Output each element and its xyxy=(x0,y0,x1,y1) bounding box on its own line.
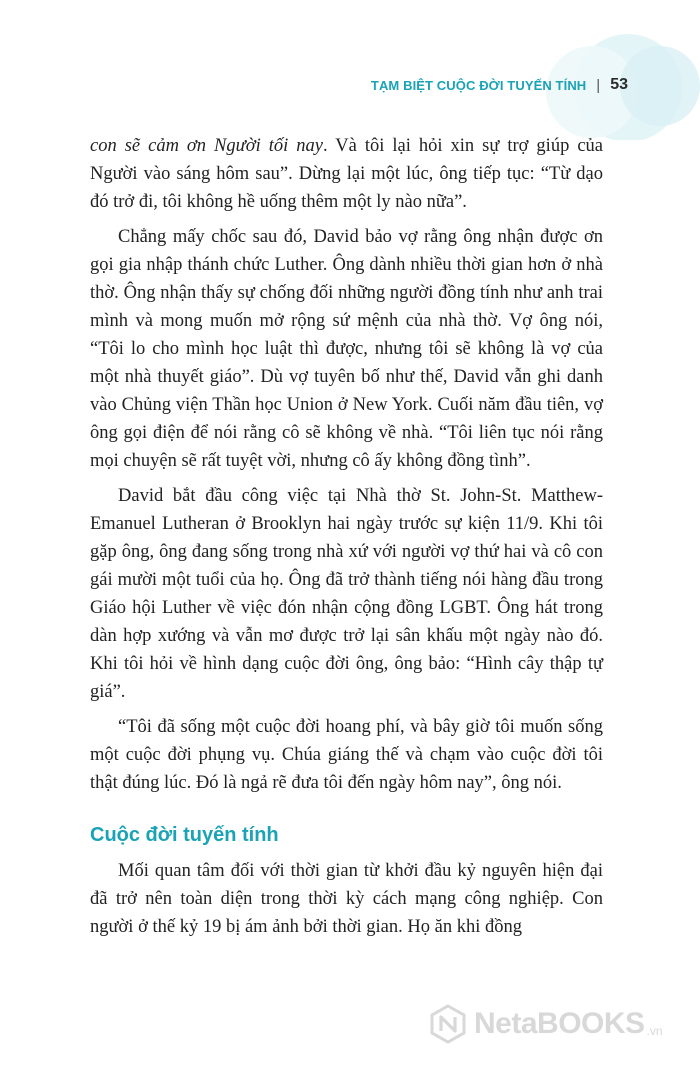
watermark-suffix: .vn xyxy=(646,1024,663,1038)
paragraph-5: Mối quan tâm đối với thời gian từ khởi đầu kỷ nguyên hiện đại đã trở nên toàn diện trong thời kỳ cách mạng công nghiệp. Con người ở thế kỷ 19 bị ám ảnh bởi thời gian. Họ ăn khi đồng xyxy=(90,861,603,937)
header-decoration xyxy=(0,0,700,140)
paragraph-2: Chẳng mấy chốc sau đó, David bảo vợ rằng ông nhận được ơn gọi gia nhập thánh chức Luther. Ông dành nhiều thời gian hơn ở nhà thờ. Ông nhận thấy sự chống đối những người đồng tính như anh trai mình và mong muốn mở rộng sứ mệnh của nhà thờ. Vợ ông nói, “Tôi lo cho mình học luật thì được, nhưng tôi sẽ không là vợ của một nhà thuyết giáo”. Dù vợ tuyên bố như thế, David vẫn ghi danh vào Chủng viện Thần học Union ở New York. Cuối năm đầu tiên, vợ ông gọi điện để nói rằng cô sẽ không về nhà. “Tôi liên tục nói rằng mọi chuyện sẽ rất tuyệt vời, nhưng cô ấy không đồng tình”. xyxy=(90,227,603,471)
paragraph-1-italic: con sẽ cảm ơn Người tối nay xyxy=(90,136,323,156)
running-header-title: TẠM BIỆT CUỘC ĐỜI TUYẾN TÍNH xyxy=(370,77,587,93)
header-separator: | xyxy=(596,76,601,94)
running-header xyxy=(371,76,628,94)
netabooks-logo-icon xyxy=(428,1004,468,1044)
paragraph-1 xyxy=(90,132,603,216)
page-number: 53 xyxy=(610,76,628,93)
watermark-text: NetaBOOKS xyxy=(474,1007,645,1040)
paragraph-1-text: . Và tôi lại hỏi xin sự trợ giúp của Người vào sáng hôm sau”. Dừng lại một lúc, ông tiếp tục: “Từ dạo đó trở đi, tôi không hề uống thêm một ly nào nữa”. xyxy=(90,136,603,212)
section-heading: Cuộc đời tuyến tính xyxy=(90,824,279,846)
paragraph-4: “Tôi đã sống một cuộc đời hoang phí, và bây giờ tôi muốn sống một cuộc đời phụng vụ. Chúa giáng thế và chạm vào cuộc đời tôi thật đúng lúc. Đó là ngả rẽ đưa tôi đến ngày hôm nay”, ông nói. xyxy=(90,717,603,793)
page-body xyxy=(90,132,603,941)
paragraph-3: David bắt đầu công việc tại Nhà thờ St. John-St. Matthew-Emanuel Lutheran ở Brooklyn hai ngày trước sự kiện 11/9. Khi tôi gặp ông, ông đang sống trong nhà xứ với người vợ thứ hai và cô con gái mười một tuổi của họ. Ông đã trở thành tiếng nói hàng đầu trong Giáo hội Luther về việc đón nhận cộng đồng LGBT. Ông hát trong dàn hợp xướng và vẫn mơ được trở lại sân khấu một ngày nào đó. Khi tôi hỏi về hình dạng cuộc đời ông, ông bảo: “Hình cây thập tự giá”. xyxy=(90,486,603,702)
watermark xyxy=(428,1004,663,1044)
